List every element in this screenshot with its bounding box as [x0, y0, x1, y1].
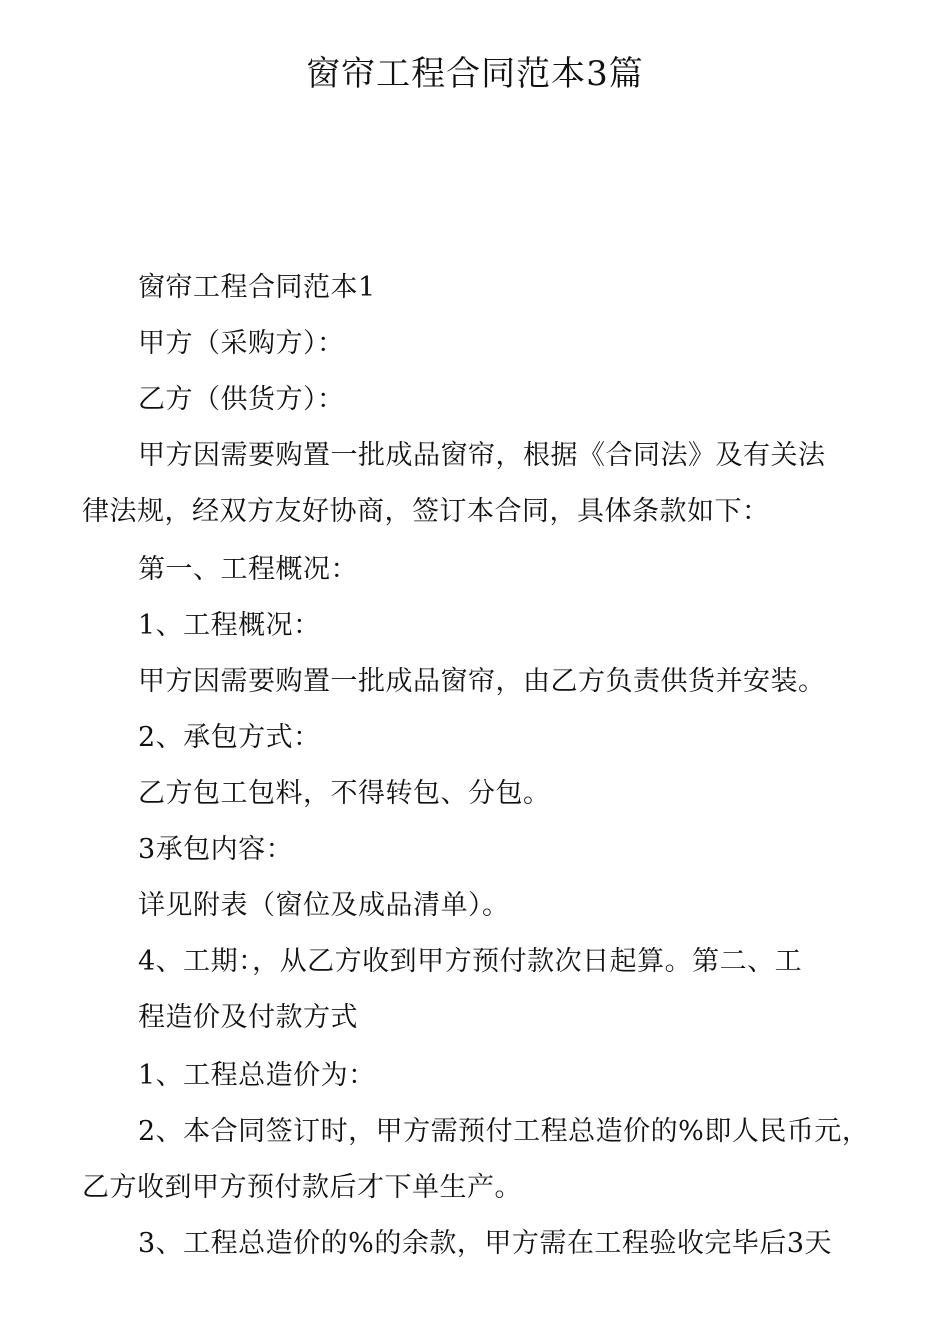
document-title: 窗帘工程合同范本3篇 — [306, 54, 644, 94]
paragraph-line: 乙方包工包料，不得转包、分包。 — [138, 778, 551, 809]
clause-item: 3、工程总造价的%的余款，甲方需在工程验收完毕后3天 — [138, 1228, 833, 1259]
clause-heading: 程造价及付款方式 — [138, 1002, 358, 1033]
clause-item: 2、本合同签订时，甲方需预付工程总造价的%即人民币元， — [138, 1116, 870, 1147]
paragraph-line: 详见附表（窗位及成品清单）。 — [138, 890, 510, 921]
clause-heading: 第一、工程概况： — [138, 554, 358, 585]
party-a-line: 甲方（采购方）： — [138, 328, 345, 359]
party-b-line: 乙方（供货方）： — [138, 384, 345, 415]
paragraph-line: 乙方收到甲方预付款后才下单生产。 — [82, 1172, 522, 1203]
paragraph-line: 甲方因需要购置一批成品窗帘，根据《合同法》及有关法 — [138, 440, 826, 471]
clause-item: 3承包内容： — [138, 834, 294, 865]
section-heading: 窗帘工程合同范本1 — [138, 272, 376, 303]
paragraph-line: 律法规，经双方友好协商，签订本合同，具体条款如下： — [82, 496, 770, 527]
clause-item: 2、承包方式： — [138, 722, 321, 753]
paragraph-line: 甲方因需要购置一批成品窗帘，由乙方负责供货并安装。 — [138, 666, 826, 697]
clause-item: 4、工期：，从乙方收到甲方预付款次日起算。第二、工 — [138, 946, 803, 977]
clause-item: 1、工程概况： — [138, 610, 321, 641]
clause-item: 1、工程总造价为： — [138, 1060, 376, 1091]
